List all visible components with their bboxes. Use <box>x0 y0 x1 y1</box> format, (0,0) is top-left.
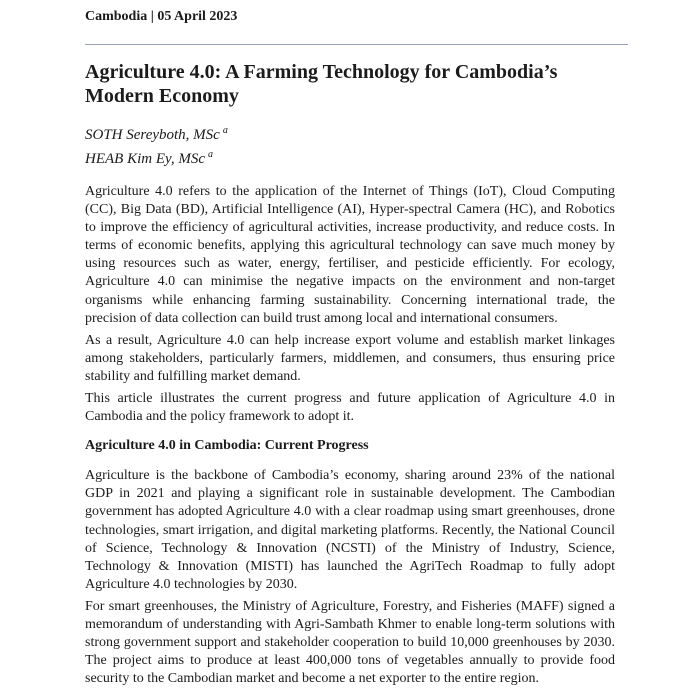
article-title: Agriculture 4.0: A Farming Technology for Cambodia’s Modern Economy <box>85 61 558 107</box>
paragraph-intro-2: As a result, Agriculture 4.0 can help increase export volume and establish market linkages among stakeholders, particularly farmers, middlemen, and consumers, thus ensuring price stability and fulfilling market demand. <box>85 332 615 384</box>
author-byline <box>85 121 628 145</box>
paragraph-intro-1: Agriculture 4.0 refers to the application of the Internet of Things (IoT), Cloud Computing (CC), Big Data (BD), Artificial Intelligence (AI), Hyper-spectral Camera (HC), and Robotics to improve the efficiency of agricultural activities, increase productivity, and reduce costs. In terms of economic benefits, applying this agricultural technology can save much money by using resources such as water, energy, fertiliser, and pesticide efficiently. For ecology, Agriculture 4.0 can minimise the negative impacts on the environment and non-target organisms while enhancing farming sustainability. Concerning international trade, the precision of data collection can build trust among local and international consumers. <box>85 184 615 326</box>
dateline: Cambodia | 05 April 2023 <box>85 9 238 24</box>
paragraph-intro-3: This article illustrates the current progress and future application of Agriculture 4.0 in Cambodia and the policy framework to adopt it. <box>85 391 615 425</box>
section-heading: Agriculture 4.0 in Cambodia: Current Progress <box>85 438 369 454</box>
affiliation-mark: a <box>222 125 228 136</box>
affiliation-mark: a <box>207 149 213 160</box>
author-name: HEAB Kim Ey, MSc <box>85 151 205 167</box>
author-list <box>85 121 628 169</box>
article-body <box>85 183 628 688</box>
author-name: SOTH Sereyboth, MSc <box>85 127 220 143</box>
divider <box>85 44 628 45</box>
paragraph-section-2: For smart greenhouses, the Ministry of Agriculture, Forestry, and Fisheries (MAFF) signed a memorandum of understanding with Agri-Sambath Khmer to enable long-term solutions with strong government support and stakeholder cooperation to build 10,000 greenhouses by 2030. The project aims to produce at least 400,000 tons of vegetables annually to provide food security to the Cambodian market and become a net exporter to the entire region. <box>85 598 615 687</box>
author-byline <box>85 145 628 169</box>
paragraph-section-1: Agriculture is the backbone of Cambodia’s economy, sharing around 23% of the national GDP in 2021 and playing a significant role in sustainable development. The Cambodian government has adopted Agriculture 4.0 with a clear roadmap using smart greenhouses, drone technologies, smart irrigation, and digital marketing platforms. Recently, the National Council of Science, Technology & Innovation (NCSTI) of the Ministry of Industry, Science, Technology & Innovation (MISTI) has launched the AgriTech Roadmap to fully adopt Agriculture 4.0 technologies by 2030. <box>85 468 615 592</box>
